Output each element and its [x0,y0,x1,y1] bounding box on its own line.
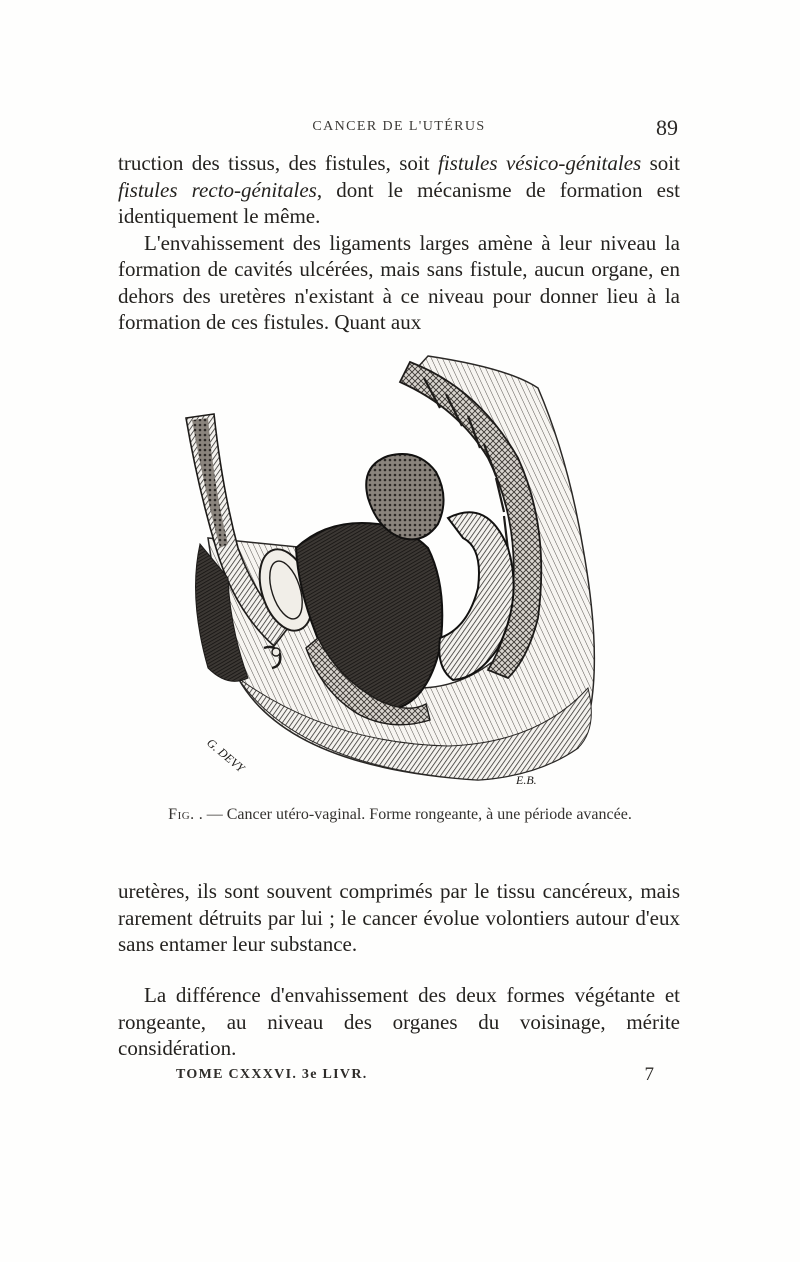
paragraph-continued [118,150,680,230]
printer-signature: TOME CXXXVI. 3e LIVR. [176,1067,368,1082]
page-number: 89 [656,115,678,140]
signature-line [118,1066,680,1090]
running-title: CANCER DE L'UTÉRUS [312,119,486,134]
running-head [118,115,680,141]
engraver-signature: G. DEVY [204,735,248,776]
signature-number: 7 [644,1064,654,1085]
body-text-bottom [118,982,680,1062]
paragraph-continued: uretères, ils sont souvent comprimés par le tissu cancéreux, mais rarement détruits par lui ; le cancer évolue volontiers autour d'eux sans entamer leur substance. [118,879,680,956]
anatomical-engraving-icon [178,348,606,796]
paragraph-text: soit [641,151,680,175]
italic-term: fistules vésico-génitales [438,151,642,175]
body-text-top [118,150,680,336]
figure-caption [150,804,650,825]
paragraph-text: , dont le mécanisme de formation est identiquement le même. [118,177,680,228]
body-text-mid [118,878,680,958]
figure-caption-text: . — Cancer utéro-vaginal. Forme rongeante, à une période avancée. [198,806,632,823]
italic-term: fistules recto-génitales [118,177,317,202]
figure-illustration [178,348,606,796]
paragraph-text: truction des tissus, des fistules, soit [118,151,439,175]
figure-label: Fig. [168,806,195,823]
artist-initials: E.B. [516,773,537,787]
paragraph: L'envahissement des ligaments larges amène à leur niveau la formation de cavités ulcérées, mais sans fistule, aucun organe, en dehors des uretères n'existant à ce niveau pour donner lieu à la formation de ces fistules. Quant aux [118,230,680,334]
paragraph: La différence d'envahissement des deux formes végétante et rongeante, au niveau des organes du voisinage, mérite considération. [118,983,680,1060]
